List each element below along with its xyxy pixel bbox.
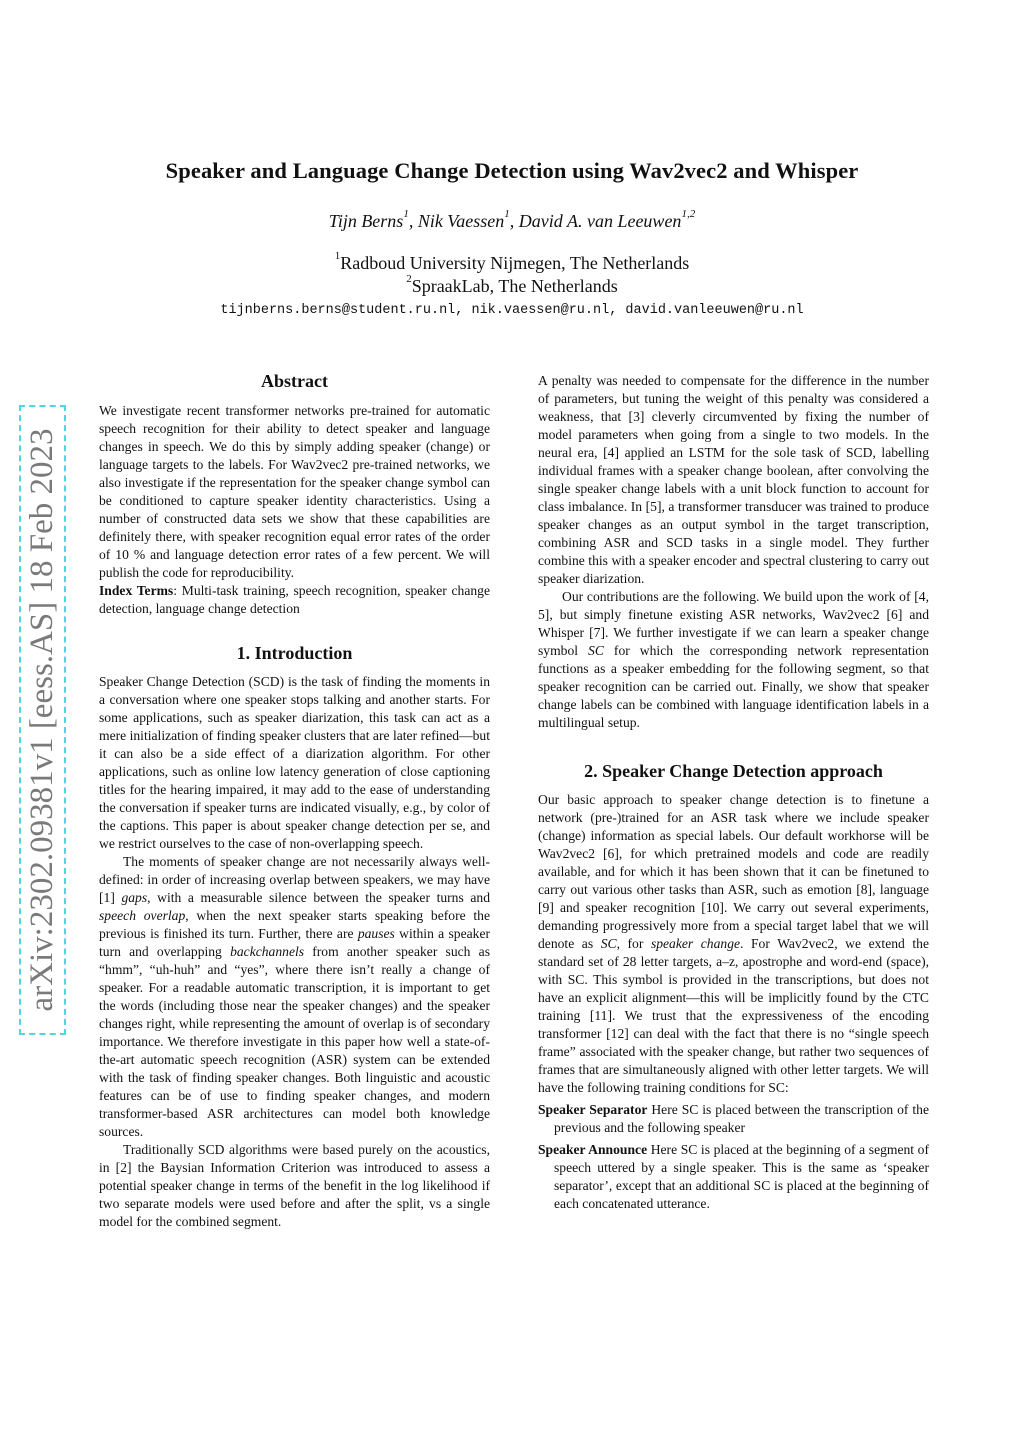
author-affiliation-mark: 1 bbox=[403, 208, 409, 220]
author-name: Nik Vaessen bbox=[417, 211, 505, 231]
left-column bbox=[99, 372, 490, 1231]
paper-title: Speaker and Language Change Detection using Wav2vec2 and Whisper bbox=[165, 158, 859, 183]
author-list: Tijn Berns$^1$, Nik Vaessen$^1$, David A. van Leeuwen$^{1,2}$ bbox=[328, 208, 696, 231]
definition-term: Speaker Announce bbox=[538, 1142, 648, 1157]
section-heading-approach: 2. Speaker Change Detection approach bbox=[584, 761, 883, 781]
affiliation-2: $^2$SpraakLab, The Netherlands bbox=[406, 273, 618, 296]
paragraph: A penalty was needed to compensate for the difference in the number of parameters, but tuning the weight of this penalty was considered a weakness, that [3] cleverly circumvented by fixing the number of model parameters when going from a single to two models. In the neural era, [4] applied an LSTM for the sole task of SCD, labelling individual frames with a speaker change boolean, after convolving the single speaker change labels with a unit block function to account for class imbalance. In [5], a transformer transducer was trained to produce speaker changes as an output symbol in the target transcription, combining ASR and SCD tasks in a single model. They further combine this with a speaker encoder and spectral clustering to carry out speaker diarization. bbox=[538, 373, 929, 586]
index-terms-label: Index Terms bbox=[99, 583, 174, 598]
paragraph: Traditionally SCD algorithms were based purely on the acoustics, in [2] the Baysian Information Criterion was introduced to assess a potential speaker change in terms of the benefit in the log likelihood if two separate models were used before and after the split, vs a single model for the combined segment. bbox=[99, 1142, 490, 1229]
author-name: Tijn Berns bbox=[328, 211, 404, 231]
abstract-text: We investigate recent transformer networks pre-trained for automatic speech recognition for their ability to detect speaker and language changes in speech. We do this by simply adding speaker (change) or language targets to the labels. For Wav2vec2 pre-trained networks, we also investigate if the representation for the speaker change symbol can be conditioned to capture speaker identity characteristics. Using a number of constructed data sets we show that these capabilities are definitely there, with speaker recognition equal error rates of the order of 10 % and language detection error rates of a few percent. We will publish the code for reproducibility. bbox=[99, 403, 490, 580]
right-column bbox=[538, 372, 929, 1213]
definition-term: Speaker Separator bbox=[538, 1102, 648, 1117]
paragraph: Our basic approach to speaker change detection is to finetune a network (pre-)trained for an ASR task where we include speaker (change) information as special labels. Our default workhorse will be Wav2vec2 [6], for which pretrained models and code are readily available, and for which it has been shown that it can be finetuned to carry out various other tasks than ASR, such as emotion [8], language [9] and speaker recognition [10]. We carry out several experiments, demanding progressively more from a special target label that we will denote as SC, for speaker change. For Wav2vec2, we extend the standard set of 28 letter targets, a–z, apostrophe and word-end (space), with SC. This symbol is provided in the transcriptions, but does not have an explicit alignment—this will be implicitly found by the CTC training [11]. We trust that the expressiveness of the encoding transformer [12] can deal with the fact that there is no “single speech frame” associated with the speaker change, but rather two sequences of frames that are simultaneously aligned with other letter targets. We will have the following training conditions for SC: bbox=[538, 792, 929, 1095]
section-heading-introduction: 1. Introduction bbox=[236, 643, 353, 663]
paragraph: Our contributions are the following. We build upon the work of [4, 5], but simply finetune existing ASR networks, Wav2vec2 [6] and Whisper [7]. We further investigate if we can learn a speaker change symbol SC for which the corresponding network representation functions as a speaker embedding for the following segment, so that speaker recognition can be carried out. Finally, we show that speaker change labels can be combined with language identification labels in a multilingual setup. bbox=[538, 589, 929, 730]
index-terms: Index Terms: Multi-task training, speech recognition, speaker change detection, language change detection bbox=[99, 583, 490, 616]
paragraph: The moments of speaker change are not necessarily always well-defined: in order of increasing overlap between speakers, we may have [1] gaps, with a measurable silence between the speaker turns and speech overlap, when the next speaker starts speaking before the previous is finished its turn. Further, there are pauses within a speaker turn and overlapping backchannels from another speaker such as “hmm”, “uh-huh” and “yes”, where there isn’t really a change of speaker. For a readable automatic transcription, it is important to get the words (including those near the speaker changes) and the speaker changes right, while representing the amount of overlap is of secondary importance. We therefore investigate in this paper how well a state-of-the-art automatic speech recognition (ASR) system can be extended with the task of finding speaker changes. Both linguistic and acoustic features can be of use to finding speaker changes, and modern transformer-based ASR architectures can model both knowledge sources. bbox=[99, 854, 490, 1139]
affiliation-1: $^1$Radboud University Nijmegen, The Netherlands bbox=[334, 250, 690, 273]
author-emails: tijnberns.berns@student.ru.nl, nik.vaessen@ru.nl, david.vanleeuwen@ru.nl bbox=[220, 303, 804, 318]
author-affiliation-mark: 1,2 bbox=[681, 208, 696, 220]
definition-item: Speaker Announce Here SC is placed at the beginning of a segment of speech uttered by a single speaker. This is the same as ‘speaker separator’, except that an additional SC is placed at the beginning of each concatenated utterance. bbox=[538, 1142, 929, 1211]
author-affiliation-mark: 1 bbox=[504, 208, 510, 220]
paragraph: Speaker Change Detection (SCD) is the task of finding the moments in a conversation where one speaker stops talking and another starts. For some applications, such as speaker diarization, this task can act as a mere initialization of finding speaker clusters that are later refined—but it can also be a side effect of a diarization algorithm. For other applications, such as online low latency generation of close captioning titles for the hearing impaired, it may add to the ease of understanding the conversation if speaker turns are indicated visually, e.g., by color of the captions. This paper is about speaker change detection per se, and we restrict ourselves to the case of non-overlapping speech. bbox=[99, 674, 490, 851]
arxiv-identifier: arXiv:2302.09381v1 [eess.AS] 18 Feb 2023 bbox=[19, 405, 66, 1035]
definition-item: Speaker Separator Here SC is placed between the transcription of the previous and the following speaker bbox=[538, 1102, 929, 1135]
author-name: David A. van Leeuwen bbox=[518, 211, 682, 231]
abstract-heading: Abstract bbox=[261, 371, 328, 391]
